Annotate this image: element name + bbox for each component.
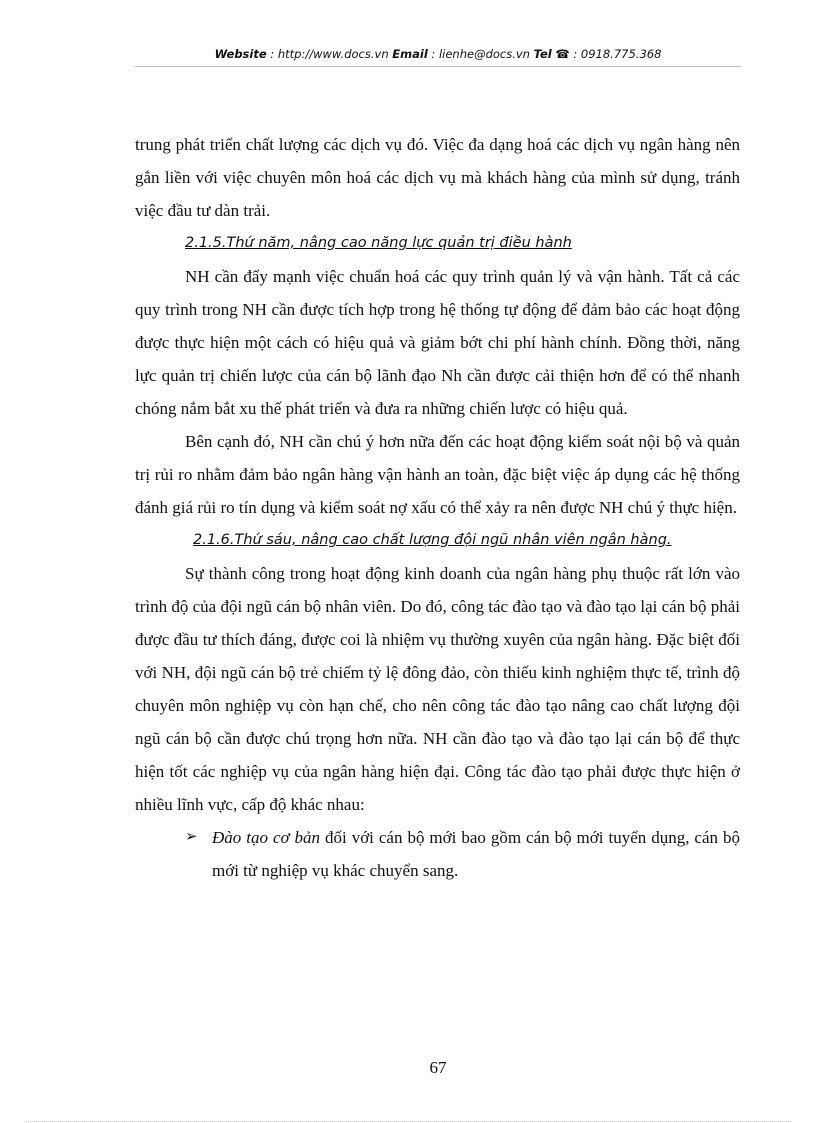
bullet-item-1 bbox=[135, 821, 740, 887]
page-header bbox=[135, 47, 741, 61]
page-number: 67 bbox=[429, 1058, 447, 1077]
arrow-bullet-icon: ➢ bbox=[185, 829, 198, 845]
email-sep: : bbox=[427, 47, 439, 61]
page-bottom-border bbox=[25, 1121, 791, 1122]
paragraph-3: Bên cạnh đó, NH cần chú ý hơn nữa đến các hoạt động kiểm soát nội bộ và quản trị rủi ro nhằm đảm bảo ngân hàng vận hành an toàn, đặc biệt việc áp dụng các hệ thống đánh giá rủi ro tín dụng và kiểm soát nợ xấu có thể xảy ra nên được NH chú ý thực hiện. bbox=[135, 432, 740, 517]
paragraph-2: NH cần đẩy mạnh việc chuẩn hoá các quy trình quản lý và vận hành. Tất cả các quy trình trong NH cần được tích hợp trong hệ thống tự động để đảm bảo các hoạt động được thực hiện một cách có hiệu quả và giảm bớt chi phí hành chính. Đồng thời, năng lực quản trị chiến lược của cán bộ lãnh đạo Nh cần được cải thiện hơn để có thể nhanh chóng nắm bắt xu thế phát triển và đưa ra những chiến lược có hiệu quả. bbox=[135, 267, 740, 418]
email-label: Email bbox=[392, 47, 428, 61]
phone-icon: ☎ bbox=[555, 47, 570, 61]
bullet-item-1-emphasis: Đào tạo cơ bản bbox=[212, 828, 321, 847]
bullet-item-1-text: đối với cán bộ mới bao gồm cán bộ mới tuyển dụng, cán bộ mới từ nghiệp vụ khác chuyển sang. bbox=[212, 828, 740, 880]
tel-label: Tel bbox=[533, 47, 552, 61]
header-divider bbox=[135, 66, 741, 67]
website-sep: : bbox=[266, 47, 278, 61]
paragraph-4: Sự thành công trong hoạt động kinh doanh của ngân hàng phụ thuộc rất lớn vào trình độ của đội ngũ cán bộ nhân viên. Do đó, công tác đào tạo và đào tạo lại cán bộ phải được đầu tư thích đáng, được coi là nhiệm vụ thường xuyên của ngân hàng. Đặc biệt đối với NH, đội ngũ cán bộ trẻ chiếm tỷ lệ đông đảo, còn thiếu kinh nghiệm thực tế, trình độ chuyên môn nghiệp vụ còn hạn chế, cho nên công tác đào tạo nâng cao chất lượng đội ngũ cán bộ cần được chú trọng hơn nữa. NH cần đào tạo và đào tạo lại cán bộ để thực hiện tốt các nghiệp vụ của ngân hàng hiện đại. Công tác đào tạo phải được thực hiện ở nhiều lĩnh vực, cấp độ khác nhau: bbox=[135, 564, 740, 814]
email-value: lienhe@docs.vn bbox=[438, 47, 530, 61]
website-label: Website bbox=[214, 47, 267, 61]
tel-sep: : bbox=[569, 47, 581, 61]
paragraph-1: trung phát triển chất lượng các dịch vụ đó. Việc đa dạng hoá các dịch vụ ngân hàng nên gắn liền với việc chuyên môn hoá các dịch vụ mà khách hàng của mình sử dụng, tránh việc đầu tư dàn trải. bbox=[135, 135, 740, 220]
document-body bbox=[135, 128, 740, 887]
section-heading-2-1-6: 2.1.6.Thứ sáu, nâng cao chất lượng đội ngũ nhân viên ngân hàng. bbox=[193, 532, 672, 548]
tel-value: 0918.775.368 bbox=[580, 47, 662, 61]
section-heading-2-1-5: 2.1.5.Thứ năm, nâng cao năng lực quản trị điều hành bbox=[185, 235, 572, 251]
website-value: http://www.docs.vn bbox=[277, 47, 389, 61]
